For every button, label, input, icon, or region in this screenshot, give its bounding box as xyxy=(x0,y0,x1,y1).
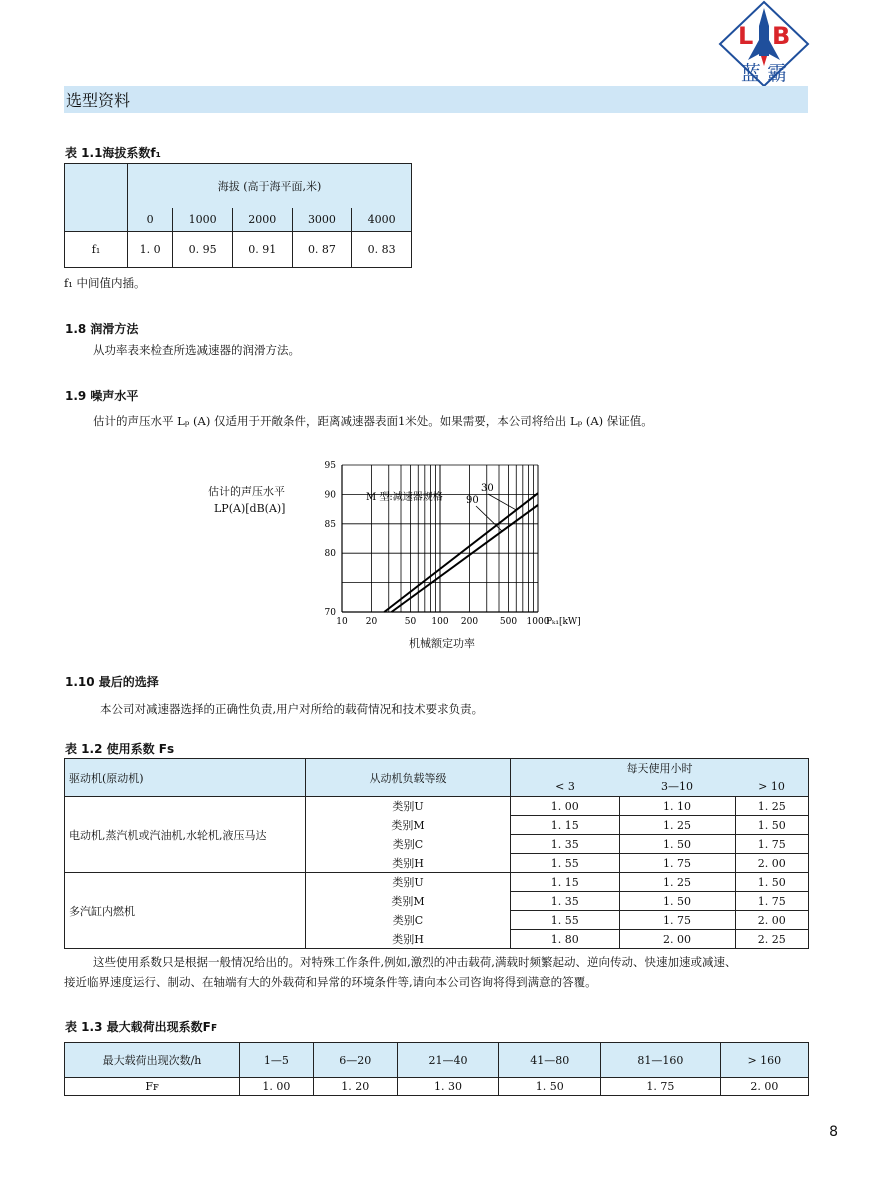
table2-cell: 2. 00 xyxy=(735,854,809,873)
table2-note-line2: 接近临界速度运行、制动、在轴端有大的外载荷和异常的环境条件等,请向本公司咨询将得到满意的答覆。 xyxy=(64,975,597,989)
table1-col: 4000 xyxy=(352,208,412,232)
table3-cell: 1. 30 xyxy=(397,1078,499,1096)
table2-cell: 1. 25 xyxy=(619,816,735,835)
table1-row-label: f₁ xyxy=(65,232,128,268)
chart-series-line-30 xyxy=(384,493,538,612)
table2-cell: 1. 00 xyxy=(511,797,620,816)
table2-load-class: 类别H xyxy=(306,930,511,949)
table1-cell: 0. 91 xyxy=(232,232,292,268)
table1-col: 1000 xyxy=(173,208,233,232)
table2-cell: 1. 10 xyxy=(619,797,735,816)
table2-cell: 1. 75 xyxy=(619,854,735,873)
table2-driver: 多汽缸内燃机 xyxy=(65,873,306,949)
table3-col: > 160 xyxy=(720,1043,808,1078)
table1-note: f₁ 中间值内插。 xyxy=(64,276,146,290)
table3-cell: 2. 00 xyxy=(720,1078,808,1096)
table3-col: 1—5 xyxy=(240,1043,314,1078)
table3-cell: 1. 75 xyxy=(601,1078,721,1096)
table3-cell: 1. 50 xyxy=(499,1078,601,1096)
table2-load-class: 类别H xyxy=(306,854,511,873)
max-load-table xyxy=(64,1042,809,1096)
table1-cell: 0. 83 xyxy=(352,232,412,268)
table2-header-load: 从动机负载等级 xyxy=(306,759,511,797)
table1-col: 3000 xyxy=(292,208,352,232)
chart-series-label: 30 xyxy=(481,483,494,494)
table2-cell: 1. 25 xyxy=(735,797,809,816)
table3-col: 81—160 xyxy=(601,1043,721,1078)
chart-annotation: M 型:减速器规格 xyxy=(366,492,443,503)
table2-cell: 1. 15 xyxy=(511,873,620,892)
service-factor-table xyxy=(64,758,809,949)
table2-cell: 1. 35 xyxy=(511,892,620,911)
table2-cell: 1. 50 xyxy=(735,873,809,892)
svg-text:L: L xyxy=(738,22,754,50)
title-band xyxy=(64,86,808,113)
table2-cell: 2. 25 xyxy=(735,930,809,949)
table1-col: 2000 xyxy=(232,208,292,232)
svg-text:B: B xyxy=(772,22,791,50)
table2-cell: 1. 25 xyxy=(619,873,735,892)
chart-x-tick-label: 50 xyxy=(404,617,417,627)
table2-hour-col: 3—10 xyxy=(619,778,735,797)
chart-y-tick-label: 95 xyxy=(324,461,336,471)
table1-cell: 1. 0 xyxy=(128,232,173,268)
chart-x-tick-label: 20 xyxy=(365,617,378,627)
page-title: 选型资料 xyxy=(66,91,131,110)
table3-col: 21—40 xyxy=(397,1043,499,1078)
table2-driver: 电动机,蒸汽机或汽油机,水轮机,液压马达 xyxy=(65,797,306,873)
chart-y-tick-label: 70 xyxy=(324,608,336,618)
table2-cell: 1. 80 xyxy=(511,930,620,949)
chart-x-tick-label: 10 xyxy=(336,617,348,627)
table2-load-class: 类别C xyxy=(306,911,511,930)
chart-y-tick-label: 85 xyxy=(324,519,336,530)
table2-cell: 1. 75 xyxy=(735,835,809,854)
chart-xlabel: 机械额定功率 xyxy=(409,637,475,650)
table1-group-header: 海拔 (高于海平面,米) xyxy=(128,164,412,208)
noise-level-chart xyxy=(300,455,590,655)
table2-cell: 1. 35 xyxy=(511,835,620,854)
table3-caption: 表 1.3 最大载荷出现系数Fꜰ xyxy=(65,1020,218,1034)
table2-cell: 1. 50 xyxy=(619,835,735,854)
section-1-9-text: 估计的声压水平 Lₚ (A) 仅适用于开敞条件，距离减速器表面1米处。如果需要，本公司将给出 Lₚ (A) 保证值。 xyxy=(93,414,653,428)
section-1-10-heading: 1.10 最后的选择 xyxy=(65,675,159,689)
table2-load-class: 类别U xyxy=(306,797,511,816)
chart-ylabel-line2: LP(A)[dB(A)] xyxy=(214,502,286,515)
table2-header-driver: 驱动机(原动机) xyxy=(65,759,306,797)
page-number: 8 xyxy=(829,1124,838,1140)
section-1-10-text: 本公司对减速器选择的正确性负责,用户对所给的载荷情况和技术要求负责。 xyxy=(100,702,484,716)
table2-note-line1: 这些使用系数只是根据一般情况给出的。对特殊工作条件,例如,激烈的冲击载荷,满载时频繁起动、逆向传动、快速加速或减速、 xyxy=(93,955,737,969)
section-1-8-heading: 1.8 润滑方法 xyxy=(65,322,139,336)
table2-cell: 1. 55 xyxy=(511,854,620,873)
table2-cell: 1. 50 xyxy=(735,816,809,835)
table2-cell: 2. 00 xyxy=(619,930,735,949)
table1-col: 0 xyxy=(128,208,173,232)
table2-load-class: 类别C xyxy=(306,835,511,854)
table2-cell: 1. 55 xyxy=(511,911,620,930)
chart-x-tick-label: 100 xyxy=(431,617,449,627)
chart-series-leader xyxy=(488,494,516,510)
chart-series-label: 90 xyxy=(466,495,479,506)
table2-cell: 1. 50 xyxy=(619,892,735,911)
chart-x-tick-label: 1000 xyxy=(526,617,550,627)
table3-col: 6—20 xyxy=(313,1043,397,1078)
table2-load-class: 类别U xyxy=(306,873,511,892)
table3-cell: 1. 20 xyxy=(313,1078,397,1096)
table2-hour-col: > 10 xyxy=(735,778,809,797)
chart-x-tick-label: 500 xyxy=(499,617,518,627)
table2-load-class: 类别M xyxy=(306,892,511,911)
altitude-table xyxy=(64,163,412,268)
table2-cell: 1. 75 xyxy=(735,892,809,911)
table2-load-class: 类别M xyxy=(306,816,511,835)
chart-y-tick-label: 90 xyxy=(324,490,336,501)
table3-cell: 1. 00 xyxy=(240,1078,314,1096)
company-logo xyxy=(716,0,812,88)
chart-x-unit: Pₖ₁[kW] xyxy=(546,617,581,627)
table2-cell: 1. 15 xyxy=(511,816,620,835)
table2-cell: 2. 00 xyxy=(735,911,809,930)
table1-corner xyxy=(65,164,128,208)
section-1-8-text: 从功率表来检查所选减速器的润滑方法。 xyxy=(93,343,300,357)
table3-col: 41—80 xyxy=(499,1043,601,1078)
table1-cell: 0. 87 xyxy=(292,232,352,268)
section-1-9-heading: 1.9 噪声水平 xyxy=(65,389,139,403)
table2-hour-col: < 3 xyxy=(511,778,620,797)
logo-name: 蓝 霸 xyxy=(740,61,788,85)
chart-x-tick-label: 200 xyxy=(460,617,479,627)
chart-ylabel-line1: 估计的声压水平 xyxy=(208,485,285,498)
table3-row-label: Fꜰ xyxy=(65,1078,240,1096)
table2-caption: 表 1.2 使用系数 Fs xyxy=(65,742,175,756)
chart-series-leader xyxy=(476,506,502,531)
chart-y-tick-label: 80 xyxy=(324,549,336,560)
table1-cell: 0. 95 xyxy=(173,232,233,268)
table2-cell: 1. 75 xyxy=(619,911,735,930)
table3-header-label: 最大载荷出现次数/h xyxy=(65,1043,240,1078)
table2-header-hours: 每天使用小时 xyxy=(511,759,809,778)
table1-caption: 表 1.1海拔系数f₁ xyxy=(65,146,161,160)
